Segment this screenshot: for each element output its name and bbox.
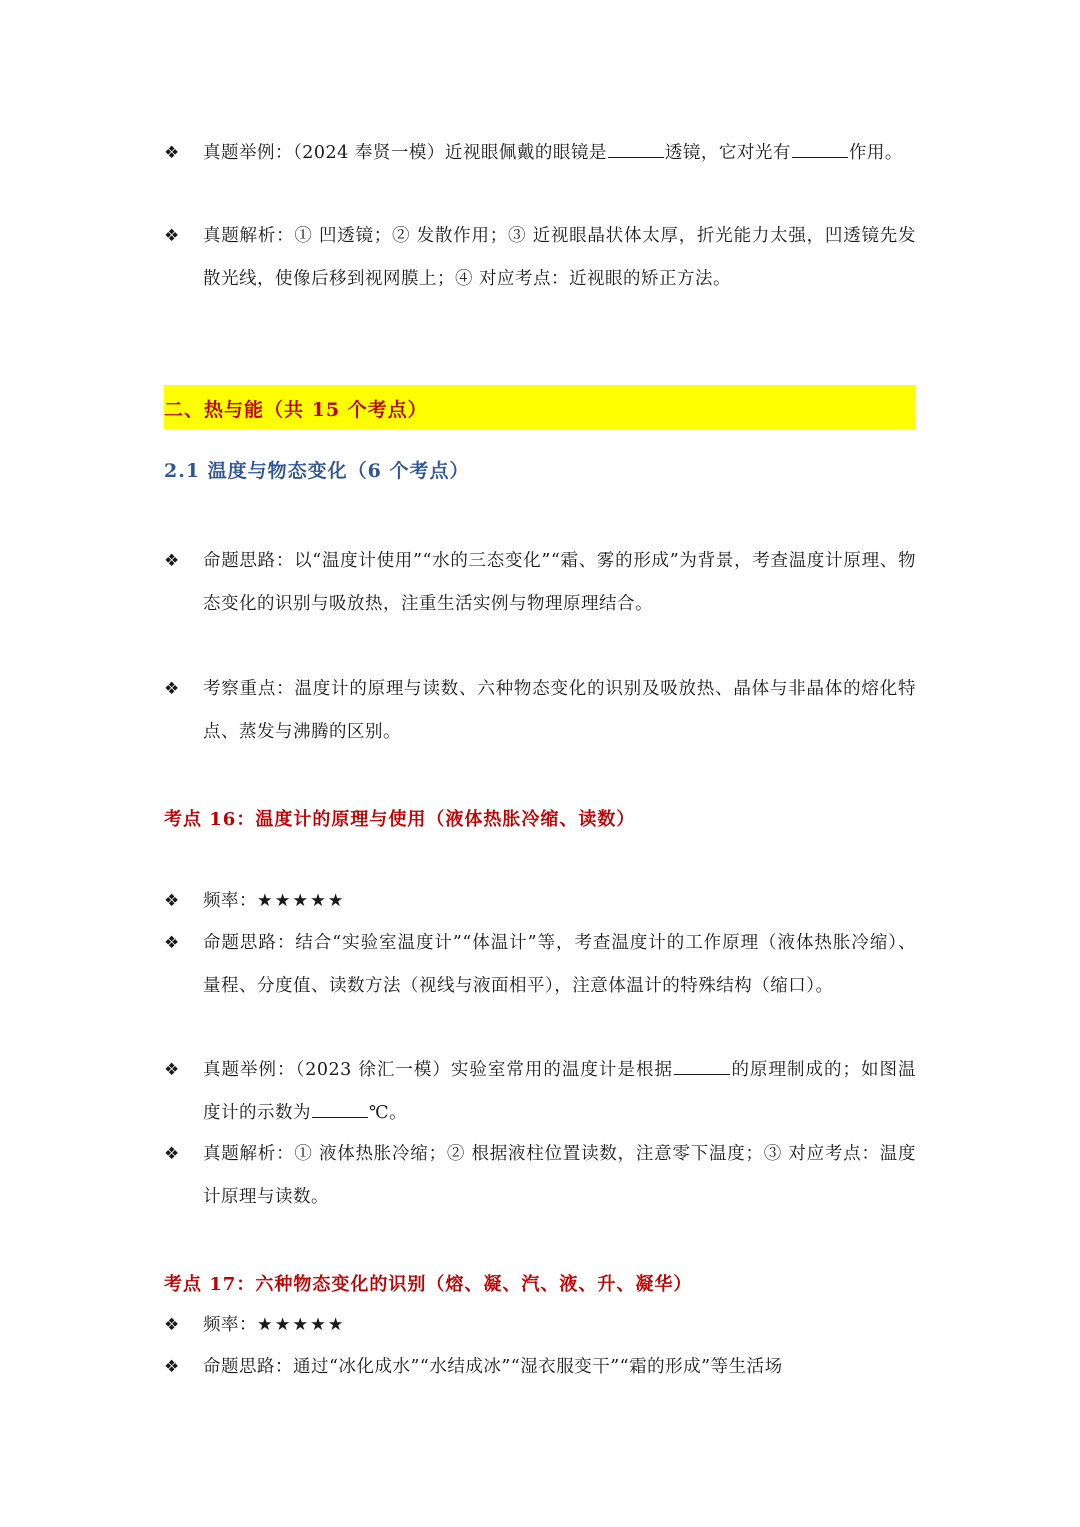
kp16-frequency: 频率：★★★★★ <box>203 891 346 911</box>
answer-blank <box>674 1060 730 1075</box>
kp16-example-item <box>164 1049 916 1135</box>
diamond-bullet-icon: ❖ <box>164 891 180 911</box>
kp16-idea-text: 命题思路：结合“实验室温度计”“体温计”等，考查温度计的工作原理（液体热胀冷缩）、量程、分度值、读数方法（视线与液面相平），注意体温计的特殊结构（缩口）。 <box>203 933 916 996</box>
star-rating-icon: ★★★★★ <box>257 1315 346 1335</box>
answer-blank <box>312 1103 368 1118</box>
subsection-title: 2.1 温度与物态变化（6 个考点） <box>164 460 470 482</box>
answer-blank <box>608 143 664 158</box>
diamond-bullet-icon: ❖ <box>164 933 180 953</box>
kp16-title: 考点 16：温度计的原理与使用（液体热胀冷缩、读数） <box>164 809 636 830</box>
diamond-bullet-icon: ❖ <box>164 143 180 163</box>
star-rating-icon: ★★★★★ <box>257 891 346 911</box>
diamond-bullet-icon: ❖ <box>164 679 180 699</box>
kp17-title: 考点 17：六种物态变化的识别（熔、凝、汽、液、升、凝华） <box>164 1274 693 1295</box>
diamond-bullet-icon: ❖ <box>164 1144 180 1164</box>
kp16-idea-item <box>164 922 916 1008</box>
section-focus-text: 考察重点：温度计的原理与读数、六种物态变化的识别及吸放热、晶体与非晶体的熔化特点、蒸发与沸腾的区别。 <box>203 679 916 742</box>
diamond-bullet-icon: ❖ <box>164 1315 180 1335</box>
answer-blank <box>792 143 848 158</box>
section-focus-item <box>164 668 916 754</box>
kp16-analysis-item <box>164 1133 916 1219</box>
kp16-frequency-item <box>164 880 916 923</box>
example-item <box>164 132 916 175</box>
diamond-bullet-icon: ❖ <box>164 551 180 571</box>
analysis-item <box>164 215 916 301</box>
section-idea-text: 命题思路：以“温度计使用”“水的三态变化”“霜、雾的形成”为背景，考查温度计原理、物态变化的识别与吸放热，注重生活实例与物理原理结合。 <box>203 551 916 614</box>
section-title: 二、热与能（共 15 个考点） <box>164 399 428 421</box>
diamond-bullet-icon: ❖ <box>164 226 180 246</box>
kp17-idea-text: 命题思路：通过“冰化成水”“水结成冰”“湿衣服变干”“霜的形成”等生活场 <box>203 1357 783 1377</box>
kp16-analysis-text: 真题解析：① 液体热胀冷缩；② 根据液柱位置读数，注意零下温度；③ 对应考点：温度计原理与读数。 <box>203 1144 916 1207</box>
kp17-frequency: 频率：★★★★★ <box>203 1315 346 1335</box>
kp17-frequency-item <box>164 1304 916 1347</box>
analysis-text: 真题解析：① 凹透镜；② 发散作用；③ 近视眼晶状体太厚，折光能力太强，凹透镜先发散光线，使像后移到视网膜上；④ 对应考点：近视眼的矫正方法。 <box>203 226 916 289</box>
section-idea-item <box>164 540 916 626</box>
kp17-idea-item <box>164 1346 916 1389</box>
diamond-bullet-icon: ❖ <box>164 1357 180 1377</box>
example-text: 真题举例：（2024 奉贤一模）近视眼佩戴的眼镜是 透镜，它对光有 作用。 <box>203 143 903 163</box>
diamond-bullet-icon: ❖ <box>164 1060 180 1080</box>
kp16-example-text: 真题举例：（2023 徐汇一模）实验室常用的温度计是根据 的原理制成的；如图温度计的示数为 ℃。 <box>203 1060 916 1123</box>
